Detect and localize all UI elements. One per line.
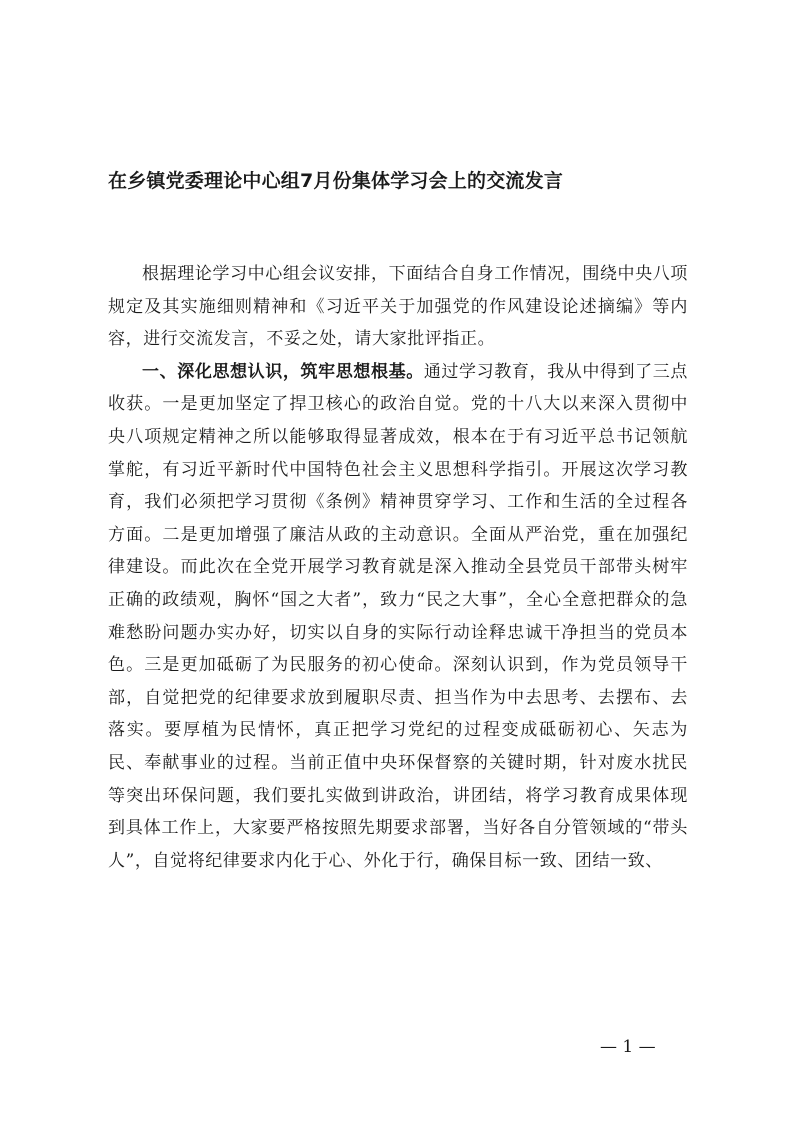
paragraph-intro-text: 根据理论学习中心组会议安排，下面结合自身工作情况，围绕中央八项规定及其实施细则精神和《习近平关于加强党的作风建设论述摘编》等内容，进行交流发言，不妥之处，请大家批评指正。: [108, 264, 688, 350]
paragraph-intro: [108, 258, 688, 356]
section-heading-1: 一、深化思想认识，筑牢思想根基。: [142, 361, 424, 382]
document-title: 在乡镇党委理论中心组7月份集体学习会上的交流发言: [108, 170, 564, 192]
document-body: [108, 258, 688, 877]
paragraph-section-1: [108, 356, 688, 878]
paragraph-section-1-text: 通过学习教育，我从中得到了三点收获。一是更加坚定了捍卫核心的政治自觉。党的十八大以来深入贯彻中央八项规定精神之所以能够取得显著成效，根本在于有习近平总书记领航掌舵，有习近平新时代中国特色社会主义思想科学指引。开展这次学习教育，我们必须把学习贯彻《条例》精神贯穿学习、工作和生活的全过程各方面。二是更加增强了廉洁从政的主动意识。全面从严治党，重在加强纪律建设。而此次在全党开展学习教育就是深入推动全县党员干部带头树牢正确的政绩观，胸怀“国之大者”，致力“民之大事”，全心全意把群众的急难愁盼问题办实办好，切实以自身的实际行动诠释忠诚干净担当的党员本色。三是更加砥砺了为民服务的初心使命。深刻认识到，作为党员领导干部，自觉把党的纪律要求放到履职尽责、担当作为中去思考、去摆布、去落实。要厚植为民情怀，真正把学习党纪的过程变成砥砺初心、矢志为民、奉献事业的过程。当前正值中央环保督察的关键时期，针对废水扰民等突出环保问题，我们要扎实做到讲政治，讲团结，将学习教育成果体现到具体工作上，大家要严格按照先期要求部署，当好各自分管领域的“带头人”，自觉将纪律要求内化于心、外化于行，确保目标一致、团结一致、: [108, 361, 688, 871]
page-number: — 1 —: [600, 1037, 656, 1057]
